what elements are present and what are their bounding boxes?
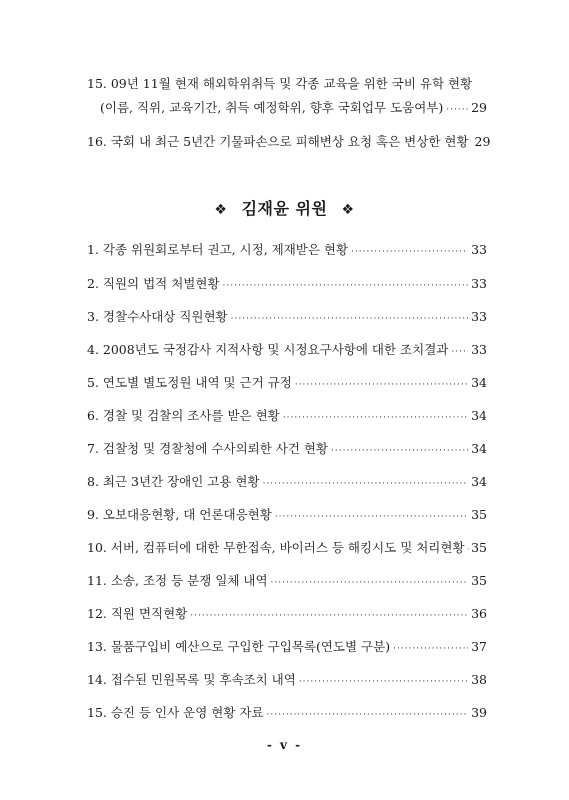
toc-entry [87, 242, 487, 260]
toc-entry [87, 276, 487, 294]
toc-page-number: 35 [471, 507, 487, 522]
toc-entry [87, 507, 487, 525]
toc-page-number: 35 [471, 540, 487, 555]
dot-leader [267, 707, 469, 723]
dot-leader [283, 410, 468, 426]
dot-leader [468, 542, 469, 558]
page-footer [0, 738, 569, 752]
toc-page-number: 33 [471, 309, 487, 324]
toc-entry-title: 1. 각종 위원회로부터 권고, 시정, 제재받은 현황 [87, 242, 349, 257]
toc-page-number: 34 [471, 474, 487, 489]
toc-entry [87, 474, 487, 492]
toc-entry-title: 15. 승진 등 인사 운영 현황 자료 [87, 705, 264, 720]
toc-entry [87, 309, 487, 327]
toc-entry [87, 573, 487, 591]
dot-leader [331, 443, 468, 459]
toc-entry-title: 8. 최근 3년간 장애인 고용 현황 [87, 474, 260, 489]
dot-leader [263, 476, 469, 492]
section-heading [0, 196, 569, 219]
toc-entry-title: 10. 서버, 컴퓨터에 대한 무한접속, 바이러스 등 해킹시도 및 처리현황 [87, 540, 465, 555]
dot-leader [231, 311, 468, 327]
dot-leader [295, 377, 468, 393]
toc-entry [87, 375, 487, 393]
toc-entry [87, 639, 487, 657]
toc-entry [87, 606, 487, 624]
dot-leader [271, 575, 469, 591]
dot-leader [275, 509, 468, 525]
toc-entry-title: 11. 소송, 조정 등 분쟁 일체 내역 [87, 573, 268, 588]
toc-page-number: 33 [471, 342, 487, 357]
toc-entry-title: 3. 경찰수사대상 직원현황 [87, 309, 228, 324]
toc-entry-title: 6. 경찰 및 검찰의 조사를 받은 현황 [87, 408, 280, 423]
dot-leader [393, 641, 468, 657]
toc-entry [87, 672, 487, 690]
toc-entry-16-prev [87, 134, 491, 152]
toc-page-number: 34 [471, 408, 487, 423]
toc-page-number: 35 [471, 573, 487, 588]
toc-entry-title-line2: (이름, 직위, 교육기간, 취득 예정학위, 향후 국회업무 도움여부) [100, 100, 444, 115]
toc-page-number: 37 [471, 639, 487, 654]
toc-entry-title: 2. 직원의 법적 처벌현황 [87, 276, 220, 291]
toc-entry-title: 9. 오보대응현황, 대 언론대응현황 [87, 507, 272, 522]
dot-leader [451, 344, 468, 360]
toc-entry-title: 4. 2008년도 국정감사 지적사항 및 시정요구사항에 대한 조치결과 [87, 342, 449, 357]
toc-entry [87, 540, 487, 558]
toc-entry-title: 5. 연도별 별도정원 내역 및 근거 규정 [87, 375, 292, 390]
dot-leader [351, 244, 468, 260]
toc-page-number: 33 [471, 276, 487, 291]
toc-page-number: 39 [471, 705, 487, 720]
toc-entry-title: 7. 검찰청 및 경찰청에 수사의뢰한 사건 현황 [87, 441, 329, 456]
toc-page-number: 36 [471, 606, 487, 621]
toc-entry [87, 342, 487, 360]
toc-entry [87, 408, 487, 426]
toc-entry [87, 705, 487, 723]
dot-leader [223, 278, 469, 294]
diamond-icon: ❖ [214, 202, 228, 218]
toc-page-number: 33 [471, 242, 487, 257]
dot-leader [446, 102, 468, 118]
dot-leader [190, 608, 468, 624]
toc-entry [87, 441, 487, 459]
toc-page-number: 29 [471, 100, 487, 115]
dot-leader [299, 674, 468, 690]
toc-entry-title-line1: 15. 09년 11월 현재 해외학위취득 및 각종 교육을 위한 국비 유학 현황 [87, 76, 473, 91]
toc-page-number: 34 [471, 441, 487, 456]
toc-page-number: 34 [471, 375, 487, 390]
toc-entry-15-prev [87, 76, 487, 118]
toc-entry-title: 16. 국회 내 최근 5년간 기물파손으로 피해변상 요청 혹은 변상한 현황 [87, 134, 469, 149]
diamond-icon: ❖ [341, 202, 355, 218]
section-title: 김재윤 위원 [241, 199, 328, 218]
toc-entry-title: 14. 접수된 민원목록 및 후속조치 내역 [87, 672, 296, 687]
page-number-marker: - v - [266, 738, 303, 752]
toc-entry-title: 13. 물품구입비 예산으로 구입한 구입목록(연도별 구분) [87, 639, 391, 654]
toc-page-number: 29 [474, 134, 491, 149]
toc-page-number: 38 [471, 672, 487, 687]
toc-entry-title: 12. 직원 면직현황 [87, 606, 188, 621]
